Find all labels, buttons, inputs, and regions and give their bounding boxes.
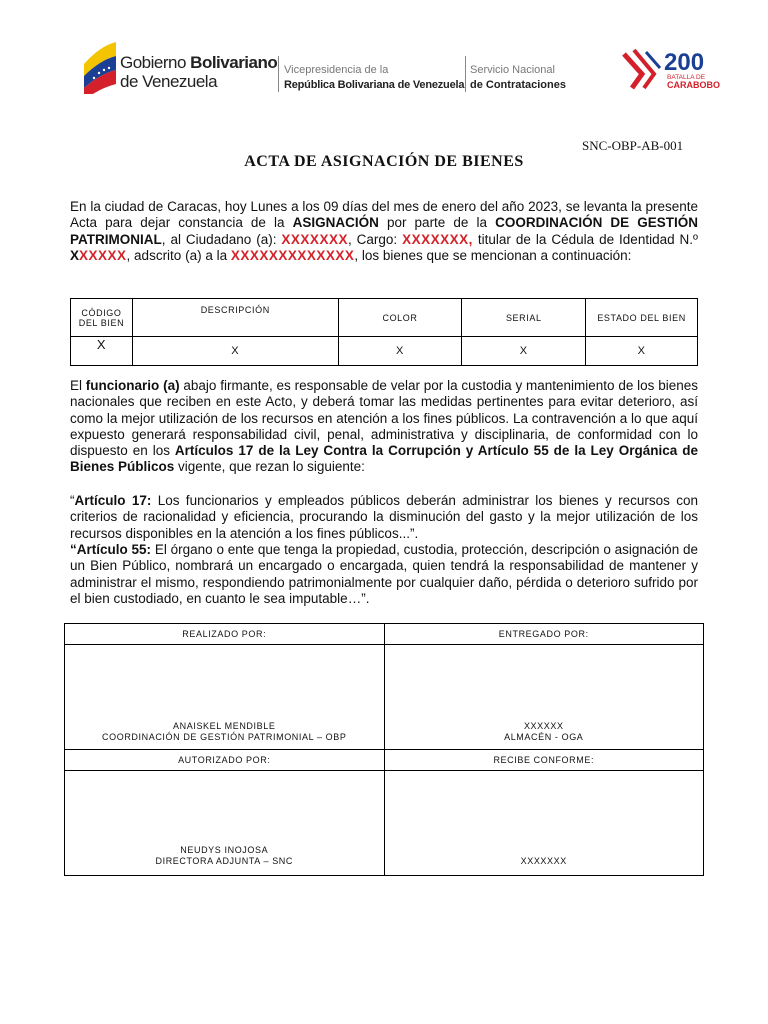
table-header-row xyxy=(71,299,698,337)
realizado-name: ANAISKEL MENDIBLE xyxy=(173,721,276,731)
entregado-label: ENTREGADO POR: xyxy=(384,624,704,645)
entregado-signature-box xyxy=(384,645,704,750)
col-header-codigo: CÓDIGO DEL BIEN xyxy=(71,299,133,337)
realizado-signature-box xyxy=(65,645,385,750)
article-55-paragraph: “Artículo 55: El órgano o ente que tenga la propiedad, custodia, protección, descripción o asignación de un Bien Público, nombrará un encargado o encargada, quien tendrá la responsabilidad de mantener y administrar el mismo, respondiendo patrimonialmente por cualquier daño, pérdida o deterioro sufrido por el bien custodiado, en cuanto le sea imputable…”. xyxy=(70,542,699,606)
venezuela-flag-logo xyxy=(82,42,118,94)
recibe-label: RECIBE CONFORME: xyxy=(384,750,704,771)
goods-table xyxy=(70,298,698,366)
recibe-name: XXXXXXX xyxy=(520,856,567,866)
table-row xyxy=(71,337,698,366)
autorizado-label: AUTORIZADO POR: xyxy=(65,750,385,771)
realizado-role: COORDINACIÓN DE GESTIÓN PATRIMONIAL – OBP xyxy=(102,732,347,742)
autorizado-signature-box xyxy=(65,771,385,876)
recibe-signature-box xyxy=(384,771,704,876)
cell-estado: X xyxy=(586,337,698,366)
intro-paragraph: En la ciudad de Caracas, hoy Lunes a los 09 días del mes de enero del año 2023, se levanta la presente Acta para dejar constancia de la ASIGNACIÓN por parte de la COORDINACIÓN DE GESTIÓN PATRIMONIAL, al Ciudadano (a): XXXXXXX, Cargo: XXXXXXX, titular de la Cédula de Identidad N.º XXXXXX, adscrito (a) a la XXXXXXXXXXXXX, los bienes que se mencionan a continuación: xyxy=(70,199,699,263)
signatures-table xyxy=(64,623,704,876)
autorizado-name: NEUDYS INOJOSA xyxy=(180,845,269,855)
header-divider xyxy=(465,56,466,92)
signature-header-row xyxy=(65,750,704,771)
article-17-paragraph: “Artículo 17: Los funcionarios y empleados públicos deberán administrar los bienes y recursos con criterios de racionalidad y eficiencia, procurando la disminución del gasto y la mejor utilización de los recursos disponibles en la atención a los fines públicos...”. xyxy=(70,493,698,541)
entregado-name: XXXXXX xyxy=(523,721,564,731)
logo-number: 200 xyxy=(664,49,705,76)
col-header-estado: ESTADO DEL BIEN xyxy=(586,299,698,337)
logo-line2: CARABOBO xyxy=(667,80,720,90)
vp-line2: República Bolivariana de Venezuela xyxy=(284,79,465,91)
col-header-descripcion: DESCRIPCIÓN xyxy=(132,299,338,337)
gov-name-line1: Gobierno Bolivariano xyxy=(120,53,278,72)
col-header-color: COLOR xyxy=(338,299,462,337)
snc-line1: Servicio Nacional xyxy=(470,64,555,76)
vp-line1: Vicepresidencia de la xyxy=(284,64,389,76)
signature-header-row xyxy=(65,624,704,645)
realizado-label: REALIZADO POR: xyxy=(65,624,385,645)
cell-color: X xyxy=(338,337,462,366)
header-divider xyxy=(278,56,279,92)
responsibility-paragraph: El funcionario (a) abajo firmante, es responsable de velar por la custodia y mantenimiento de los bienes nacionales que reciben en este Acto, y deberá tomar las medidas pertinentes para evitar deterioro, así como la mejor utilización de los recursos en atención a los fines públicos. La contravención a lo que aquí expuesto generará responsabilidad civil, penal, administrativa y disciplinaria, de conformidad con lo dispuesto en los Artículos 17 de la Ley Contra la Corrupción y Artículo 55 de la Ley Orgánica de Bienes Públicos vigente, que rezan lo siguiente: xyxy=(70,378,698,475)
signature-box-row xyxy=(65,645,704,750)
document-code: SNC-OBP-AB-001 xyxy=(582,138,684,153)
signature-box-row xyxy=(65,771,704,876)
letterhead xyxy=(80,36,720,100)
autorizado-role: DIRECTORA ADJUNTA – SNC xyxy=(155,856,293,866)
cell-codigo: X xyxy=(71,337,133,366)
snc-line2: de Contrataciones xyxy=(470,79,566,91)
gov-name-line2: de Venezuela xyxy=(120,72,218,91)
col-header-serial: SERIAL xyxy=(462,299,586,337)
cell-descripcion: X xyxy=(132,337,338,366)
carabobo-200-logo xyxy=(620,44,720,94)
logo-line1: BATALLA DE xyxy=(667,74,706,81)
document-title: ACTA DE ASIGNACIÓN DE BIENES xyxy=(244,153,524,170)
entregado-role: ALMACÉN - OGA xyxy=(504,732,584,742)
cell-serial: X xyxy=(462,337,586,366)
